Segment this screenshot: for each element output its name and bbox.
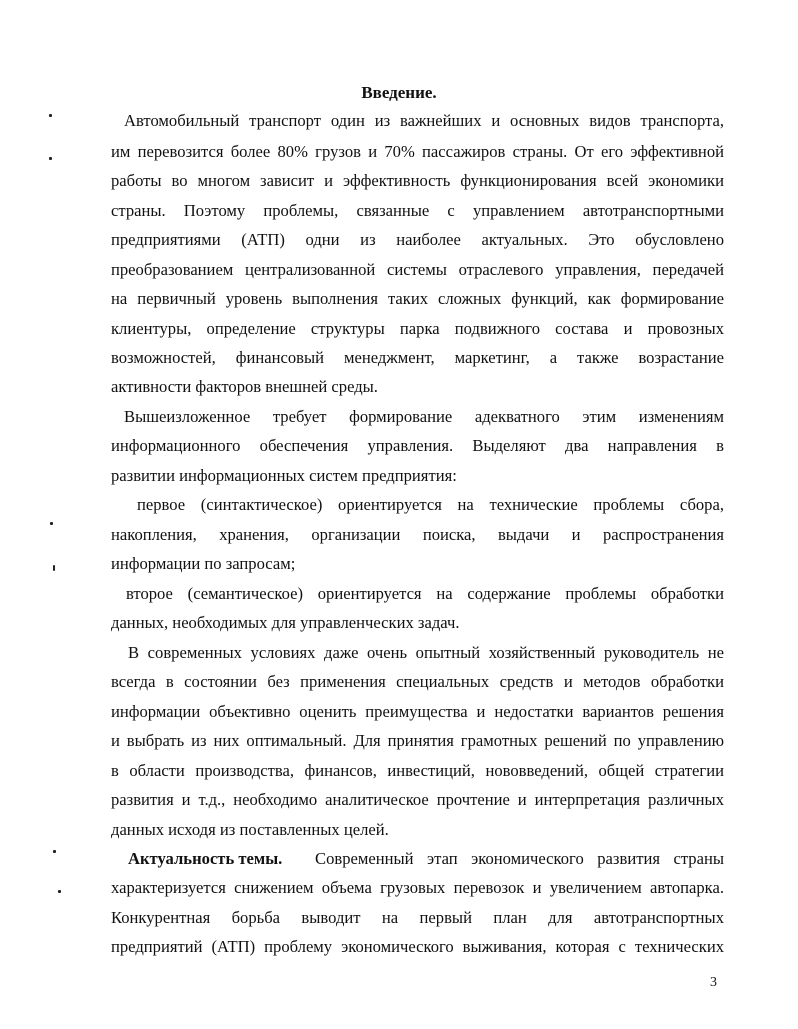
text-line: всегда в состоянии без применения специальных средств и методов обработки (111, 672, 724, 691)
text-line: возможностей, финансовый менеджмент, маркетинг, а также возрастание (111, 348, 724, 367)
text-line: первое (синтактическое) ориентируется на технические проблемы сбора, (137, 495, 724, 514)
text-line: информационного обеспечения управления. Выделяют два направления в (111, 436, 724, 455)
page-title: Введение. (361, 83, 437, 102)
text-line: характеризуется снижением объема грузовых перевозок и увеличением автопарка. (111, 878, 724, 897)
scan-speck (53, 850, 56, 853)
text-line: предприятиями (АТП) одни из наиболее актуальных. Это обусловлено (111, 230, 724, 249)
text-line: информации объективно оценить преимущества и недостатки вариантов решения (111, 702, 724, 721)
text-line: развитии информационных систем предприятия: (111, 466, 457, 485)
text-line: активности факторов внешней среды. (111, 377, 378, 396)
text-line: Вышеизложенное требует формирование адекватного этим изменениям (124, 407, 724, 426)
scan-speck (49, 157, 52, 160)
text-line: им перевозится более 80% грузов и 70% пассажиров страны. От его эффективной (111, 142, 724, 161)
text-line: Современный этап экономического развития страны (315, 849, 724, 868)
scan-speck (49, 114, 52, 117)
text-line: страны. Поэтому проблемы, связанные с управлением автотранспортными (111, 201, 724, 220)
text-line: второе (семантическое) ориентируется на содержание проблемы обработки (126, 584, 724, 603)
text-line: предприятий (АТП) проблему экономического выживания, которая с технических (111, 937, 724, 956)
text-line: данных исходя из поставленных целей. (111, 820, 389, 839)
text-line: В современных условиях даже очень опытный хозяйственный руководитель не (128, 643, 724, 662)
text-line: в области производства, финансов, инвестиций, нововведений, общей стратегии (111, 761, 724, 780)
section-lead: Актуальность темы. (128, 849, 283, 868)
scan-speck (53, 565, 55, 571)
text-line: данных, необходимых для управленческих задач. (111, 613, 460, 632)
scan-speck (50, 522, 53, 525)
text-line: Автомобильный транспорт один из важнейших и основных видов транспорта, (124, 111, 724, 130)
page-number: 3 (710, 975, 717, 990)
text-line: накопления, хранения, организации поиска, выдачи и распространения (111, 525, 724, 544)
text-line: клиентуры, определение структуры парка подвижного состава и провозных (111, 319, 724, 338)
text-line: на первичный уровень выполнения таких сложных функций, как формирование (111, 289, 724, 308)
text-line: Конкурентная борьба выводит на первый план для автотранспортных (111, 908, 724, 927)
text-line: информации по запросам; (111, 554, 296, 573)
text-line: развития и т.д., необходимо аналитическое прочтение и интерпретация различных (111, 790, 724, 809)
text-line: преобразованием централизованной системы отраслевого управления, передачей (111, 260, 724, 279)
text-line: работы во многом зависит и эффективность функционирования всей экономики (111, 171, 724, 190)
text-line: и выбрать из них оптимальный. Для принятия грамотных решений по управлению (111, 731, 724, 750)
scan-speck (58, 890, 61, 893)
